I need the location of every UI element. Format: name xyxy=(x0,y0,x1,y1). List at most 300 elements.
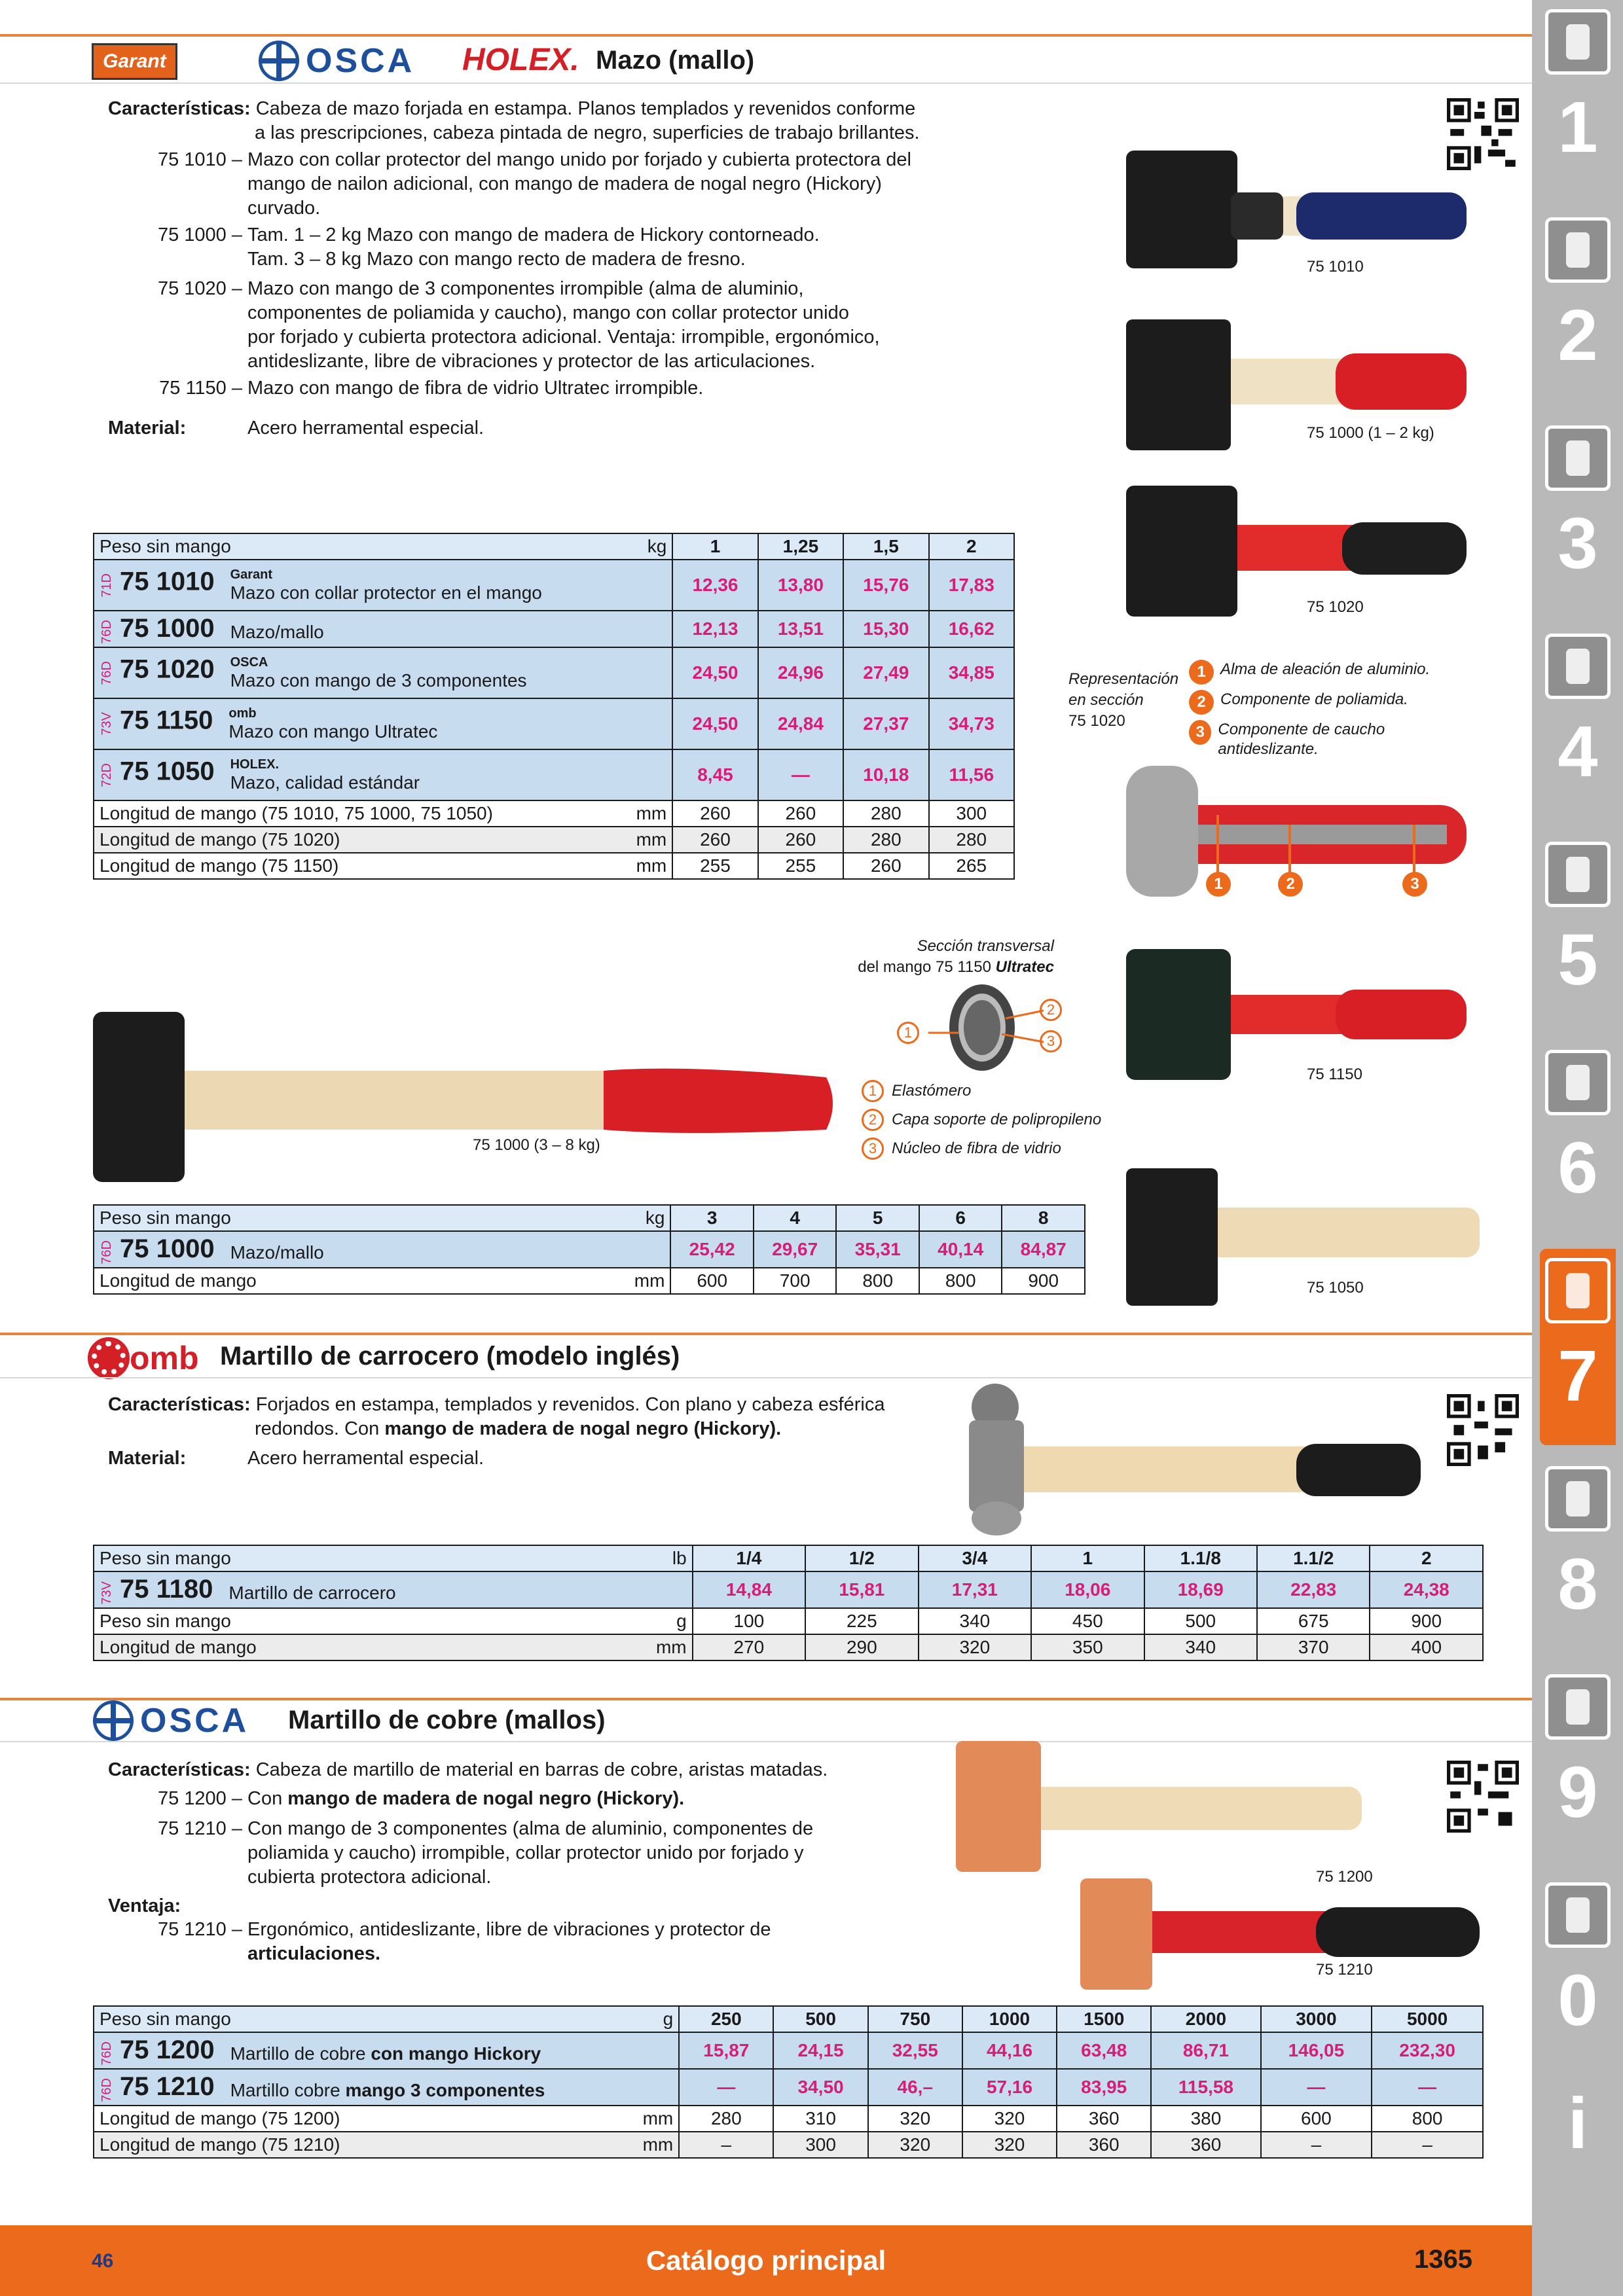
row-label: Longitud de mango xyxy=(94,1268,611,1294)
item-code: 75 1020 – xyxy=(157,278,242,299)
header-col: 8 xyxy=(1002,1205,1085,1231)
table-cell: 320 xyxy=(962,2132,1057,2158)
price-cell: 16,62 xyxy=(929,611,1014,647)
table-cell: 280 xyxy=(679,2106,773,2132)
features-block: Características: Cabeza de mazo forjada en estampa. Planos templados y revenidos conforme a las prescripciones, cabeza pintada de negro, superficies de trabajo brillantes. xyxy=(108,98,920,143)
marker-3: 3 xyxy=(1402,872,1427,897)
price-cell: 83,95 xyxy=(1057,2069,1151,2106)
item-text: Ergonómico, antideslizante, libre de vibraciones y protector de articulaciones. xyxy=(247,1919,771,1964)
price-cell: 24,50 xyxy=(672,647,757,698)
image-caption: 75 1000 (1 – 2 kg) xyxy=(1307,424,1434,442)
price-cell: 25,42 xyxy=(670,1231,754,1268)
price-cell: 32,55 xyxy=(868,2032,962,2069)
chapter-number: 7 xyxy=(1558,1336,1598,1416)
article-number: 75 1210 xyxy=(120,2072,215,2102)
legend-item: 1 Alma de aleación de aluminio. xyxy=(1189,660,1464,685)
item-code: 75 1200 – xyxy=(157,1788,242,1809)
article-number: 75 1150 xyxy=(120,706,213,735)
image-caption: 75 1050 xyxy=(1307,1279,1364,1297)
table-cell: 300 xyxy=(929,800,1014,827)
item-code: 75 1000 – xyxy=(157,224,242,245)
item-code: 75 1210 – xyxy=(157,1818,242,1839)
header-col: 6 xyxy=(919,1205,1002,1231)
price-cell: 24,96 xyxy=(758,647,843,698)
row-unit: mm xyxy=(611,1634,693,1660)
price-group: 72D xyxy=(100,762,114,787)
header-unit: kg xyxy=(611,1205,670,1231)
table-row xyxy=(94,2106,1483,2132)
chapter-number: 3 xyxy=(1558,503,1598,584)
image-caption: 75 1150 xyxy=(1307,1066,1362,1083)
mallet-table xyxy=(93,533,1015,880)
article-cell xyxy=(94,1231,670,1268)
table-header-row xyxy=(94,1205,1085,1231)
table-cell: 320 xyxy=(868,2106,962,2132)
price-cell: 18,06 xyxy=(1031,1571,1144,1608)
section-divider xyxy=(0,34,1532,37)
header-col: 1500 xyxy=(1057,2006,1151,2032)
table-cell: 280 xyxy=(929,827,1014,853)
price-cell: 40,14 xyxy=(919,1231,1002,1268)
table-cell: 500 xyxy=(1144,1608,1257,1634)
desc-text: Mazo con mango de 3 componentes xyxy=(230,670,527,691)
body-hammer-table xyxy=(93,1545,1484,1661)
brand-mark: omb xyxy=(228,706,257,721)
price-group: 76D xyxy=(100,2041,114,2066)
chapter-tab-1[interactable] xyxy=(1540,0,1616,196)
price-group: 76D xyxy=(100,620,114,644)
price-cell: 24,15 xyxy=(773,2032,867,2069)
price-group: 71D xyxy=(100,573,114,598)
price-cell: 115,58 xyxy=(1151,2069,1260,2106)
article-description: Martillo de cobre con mango Hickory xyxy=(230,2043,541,2064)
price-cell: 15,76 xyxy=(843,560,928,611)
features-block: Características: Forjados en estampa, templados y revenidos. Con plano y cabeza esférica redondos. Con mango de madera de nogal negro (Hickory). xyxy=(108,1394,885,1439)
price-cell: 15,81 xyxy=(805,1571,918,1608)
table-cell: 260 xyxy=(672,827,757,853)
header-col: 5 xyxy=(836,1205,919,1231)
price-cell: 232,30 xyxy=(1372,2032,1483,2069)
table-cell: 255 xyxy=(758,853,843,879)
chapter-number: 8 xyxy=(1558,1544,1598,1624)
price-cell: 11,56 xyxy=(929,749,1014,800)
price-cell: 12,13 xyxy=(672,611,757,647)
desc-text: Mazo con collar protector en el mango xyxy=(230,583,542,603)
row-label: Peso sin mango xyxy=(94,1608,611,1634)
row-unit: mm xyxy=(611,1268,670,1294)
legend-item: 2 Componente de poliamida. xyxy=(1189,690,1464,715)
table-cell: 300 xyxy=(773,2132,867,2158)
article-description xyxy=(230,757,420,793)
article-cell xyxy=(94,749,672,800)
table-cell: 350 xyxy=(1031,1634,1144,1660)
legend-item: 2 Capa soporte de polipropileno xyxy=(862,1109,1101,1131)
brand-mark: HOLEX. xyxy=(230,757,280,772)
header-label: Peso sin mango xyxy=(94,1545,611,1571)
article-cell xyxy=(94,647,672,698)
header-col: 2 xyxy=(1370,1545,1483,1571)
qr-code-icon[interactable] xyxy=(1447,1761,1519,1833)
row-label: Longitud de mango (75 1200) xyxy=(94,2106,611,2132)
table-cell: 400 xyxy=(1370,1634,1483,1660)
price-cell: 34,73 xyxy=(929,698,1014,749)
item-text: mango de nailon adicional, con mango de madera de nogal negro (Hickory) xyxy=(247,173,882,194)
table-cell: 260 xyxy=(672,800,757,827)
table-cell: 900 xyxy=(1370,1608,1483,1634)
article-row xyxy=(94,1231,1085,1268)
table-cell: 800 xyxy=(919,1268,1002,1294)
osca-logo: OSCA xyxy=(93,1700,249,1741)
material-label: Material: xyxy=(108,1448,187,1469)
section-divider xyxy=(0,82,1532,84)
catalog-title: Catálogo principal xyxy=(646,2245,886,2276)
price-cell: 34,50 xyxy=(773,2069,867,2106)
chapter-tab-6[interactable] xyxy=(1540,1041,1616,1237)
table-cell: 900 xyxy=(1002,1268,1085,1294)
header-col: 1/2 xyxy=(805,1545,918,1571)
tool-cabinet-icon xyxy=(1545,1674,1611,1740)
brand-mark: Garant xyxy=(230,567,273,582)
table-cell: 280 xyxy=(843,800,928,827)
price-cell: 17,83 xyxy=(929,560,1014,611)
section-divider xyxy=(0,1377,1532,1378)
table-cell: – xyxy=(679,2132,773,2158)
item-text: Tam. 3 – 8 kg Mazo con mango recto de madera de fresno. xyxy=(247,249,746,270)
table-cell: 260 xyxy=(843,853,928,879)
features-block: Características: Cabeza de martillo de material en barras de cobre, aristas matadas. xyxy=(108,1759,828,1780)
article-description xyxy=(230,655,527,691)
row-label: Longitud de mango (75 1020) xyxy=(94,827,611,853)
item-text: Con mango de madera de nogal negro (Hickory). xyxy=(247,1788,685,1809)
article-cell xyxy=(94,2032,679,2069)
row-unit: mm xyxy=(611,827,672,853)
table-cell: 255 xyxy=(672,853,757,879)
brand-mark: OSCA xyxy=(230,655,268,670)
article-number: 75 1050 xyxy=(120,757,215,786)
header-col: 750 xyxy=(868,2006,962,2032)
table-header-row xyxy=(94,533,1014,560)
price-cell: 44,16 xyxy=(962,2032,1057,2069)
table-cell: 260 xyxy=(758,827,843,853)
price-cell: — xyxy=(679,2069,773,2106)
row-label: Longitud de mango (75 1150) xyxy=(94,853,611,879)
marker-3: 3 xyxy=(1189,720,1211,745)
copper-hammer-751210-image xyxy=(1080,1878,1486,1996)
page-number-right: 1365 xyxy=(1414,2245,1472,2274)
image-caption: 75 1010 xyxy=(1307,258,1364,276)
price-cell: 24,50 xyxy=(672,698,757,749)
price-cell: 18,69 xyxy=(1144,1571,1257,1608)
header-col: 1/4 xyxy=(693,1545,805,1571)
copper-hammer-751200-image xyxy=(956,1741,1375,1872)
marker-1: 1 xyxy=(897,1022,919,1044)
table-cell: 340 xyxy=(1144,1634,1257,1660)
desc-text: Mazo con mango Ultratec xyxy=(228,721,438,742)
table-cell: 800 xyxy=(1372,2106,1483,2132)
drill-bit-icon xyxy=(1545,9,1611,75)
header-col: 1,25 xyxy=(758,533,843,560)
table-cell: 360 xyxy=(1057,2106,1151,2132)
table-header-row xyxy=(94,2006,1483,2032)
chapter-number: 5 xyxy=(1558,920,1598,1000)
page-footer xyxy=(0,2225,1532,2296)
item-text: por forjado y cubierta protectora adicional. Ventaja: irrompible, ergonómico, xyxy=(247,327,880,348)
marker-1: 1 xyxy=(1189,660,1214,685)
marker-1: 1 xyxy=(1206,872,1231,897)
row-unit: mm xyxy=(611,800,672,827)
chapter-number: 9 xyxy=(1558,1752,1598,1833)
osca-globe-icon xyxy=(93,1700,134,1741)
header-col: 2000 xyxy=(1151,2006,1260,2032)
price-cell: — xyxy=(1372,2069,1483,2106)
table-row xyxy=(94,1634,1483,1660)
price-cell: 12,36 xyxy=(672,560,757,611)
cross-section-title: Sección transversal del mango 75 1150 Ultratec xyxy=(858,937,1054,976)
marker-1: 1 xyxy=(862,1080,884,1102)
section-title: Martillo de cobre (mallos) xyxy=(288,1706,606,1734)
price-group: 73V xyxy=(100,1581,114,1605)
advantage-label: Ventaja: xyxy=(108,1895,181,1916)
table-row xyxy=(94,853,1014,879)
marker-3: 3 xyxy=(862,1138,884,1160)
article-row xyxy=(94,698,1014,749)
article-description: Mazo/mallo xyxy=(230,1242,324,1263)
material-label: Material: xyxy=(108,418,187,439)
chapter-number: 0 xyxy=(1558,1960,1598,2041)
image-caption: 75 1200 xyxy=(1316,1868,1373,1886)
screwdriver-wrench-icon xyxy=(1545,1050,1611,1115)
chapter-tab-9[interactable] xyxy=(1540,1665,1616,1861)
article-description: Martillo cobre mango 3 componentes xyxy=(230,2079,545,2100)
cutting-insert-icon xyxy=(1545,217,1611,283)
section-rep-title: Representación en sección 75 1020 xyxy=(1068,670,1179,730)
qr-code-icon[interactable] xyxy=(1447,1394,1519,1466)
price-cell: — xyxy=(758,749,843,800)
table-cell: 100 xyxy=(693,1608,805,1634)
header-unit: lb xyxy=(611,1545,693,1571)
price-cell: — xyxy=(1261,2069,1372,2106)
article-row xyxy=(94,2032,1483,2069)
item-text: Con mango de 3 componentes (alma de aluminio, componentes de poliamida y caucho) irrompible, collar protector unido por forjado y cubierta protectora adicional. xyxy=(247,1818,814,1888)
article-number: 75 1180 xyxy=(120,1575,213,1604)
gear-icon xyxy=(92,1341,126,1375)
article-number: 75 1020 xyxy=(120,655,215,684)
table-row xyxy=(94,2132,1483,2158)
table-row xyxy=(94,827,1014,853)
item-text: componentes de poliamida y caucho), mango con collar protector unido xyxy=(247,302,849,323)
image-caption: 75 1000 (3 – 8 kg) xyxy=(473,1136,600,1154)
header-label: Peso sin mango xyxy=(94,533,611,560)
page-number-left: 46 xyxy=(92,2250,114,2272)
table-cell: 360 xyxy=(1057,2132,1151,2158)
header-col: 500 xyxy=(773,2006,867,2032)
article-row xyxy=(94,647,1014,698)
item-code: 75 1150 – xyxy=(159,378,242,399)
table-cell: 700 xyxy=(754,1268,837,1294)
safety-goggles-icon xyxy=(1545,1882,1611,1948)
article-cell xyxy=(94,611,672,647)
article-cell xyxy=(94,560,672,611)
item-text: Mazo con mango de 3 componentes irrompible (alma de aluminio, xyxy=(247,278,804,299)
header-col: 3 xyxy=(670,1205,754,1231)
legend-item: 1 Elastómero xyxy=(862,1080,1101,1102)
material-text: Acero herramental especial. xyxy=(247,418,484,439)
header-label: Peso sin mango xyxy=(94,2006,611,2032)
mallet-751150-image xyxy=(1126,949,1480,1080)
item-code: 75 1010 – xyxy=(157,149,242,170)
row-unit: g xyxy=(611,1608,693,1634)
pliers-hammer-icon xyxy=(1545,1258,1611,1323)
image-caption: 75 1210 xyxy=(1316,1961,1373,1979)
chapter-tab-i[interactable] xyxy=(1540,2081,1616,2199)
section-divider xyxy=(0,1333,1532,1335)
header-label: Peso sin mango xyxy=(94,1205,611,1231)
table-cell: 280 xyxy=(843,827,928,853)
price-cell: 24,84 xyxy=(758,698,843,749)
holex-logo: HOLEX. xyxy=(462,43,579,77)
article-description xyxy=(230,567,542,603)
price-cell: 15,30 xyxy=(843,611,928,647)
saw-disc-icon xyxy=(1545,842,1611,907)
header-unit: kg xyxy=(611,533,672,560)
table-cell: 290 xyxy=(805,1634,918,1660)
price-cell: 146,05 xyxy=(1261,2032,1372,2069)
table-cell: 340 xyxy=(919,1608,1031,1634)
article-cell xyxy=(94,1571,693,1608)
header-col: 5000 xyxy=(1372,2006,1483,2032)
garant-logo: Garant xyxy=(92,43,177,80)
chapter-tab-8[interactable] xyxy=(1540,1457,1616,1653)
price-cell: 27,37 xyxy=(843,698,928,749)
table-row xyxy=(94,1268,1085,1294)
header-col: 3000 xyxy=(1261,2006,1372,2032)
article-row xyxy=(94,1571,1483,1608)
section-title: Mazo (mallo) xyxy=(596,46,755,75)
chapter-tab-0[interactable] xyxy=(1540,1873,1616,2070)
mallet-751020-image xyxy=(1126,479,1480,623)
article-description: Martillo de carrocero xyxy=(228,1582,396,1603)
table-cell: 270 xyxy=(693,1634,805,1660)
price-group: 76D xyxy=(100,660,114,685)
image-caption: 75 1020 xyxy=(1307,598,1364,616)
marker-2: 2 xyxy=(862,1109,884,1131)
mallet-751010-image xyxy=(1126,144,1480,275)
article-number: 75 1000 xyxy=(120,1234,215,1264)
osca-logo: OSCA xyxy=(259,41,414,81)
header-col: 4 xyxy=(754,1205,837,1231)
item-text: Tam. 1 – 2 kg Mazo con mango de madera de Hickory contorneado. xyxy=(247,224,820,245)
price-cell: 29,67 xyxy=(754,1231,837,1268)
price-cell: 10,18 xyxy=(843,749,928,800)
material-text: Acero herramental especial. xyxy=(247,1448,484,1469)
table-cell: 800 xyxy=(836,1268,919,1294)
item-text: antideslizante, libre de vibraciones y protector de las articulaciones. xyxy=(247,351,816,372)
header-col: 1.1/2 xyxy=(1257,1545,1370,1571)
price-cell: 57,16 xyxy=(962,2069,1057,2106)
chapter-number: 4 xyxy=(1558,711,1598,792)
price-cell: 35,31 xyxy=(836,1231,919,1268)
chapter-number: 6 xyxy=(1558,1128,1598,1208)
marker-3: 3 xyxy=(1040,1030,1062,1052)
desc-text: Mazo/mallo xyxy=(230,621,324,642)
desc-text: Mazo, calidad estándar xyxy=(230,772,420,793)
price-cell: 13,51 xyxy=(758,611,843,647)
price-cell: 46,– xyxy=(868,2069,962,2106)
price-cell: 34,85 xyxy=(929,647,1014,698)
price-group: 76D xyxy=(100,2078,114,2102)
row-unit: mm xyxy=(611,2132,679,2158)
price-cell: 17,31 xyxy=(919,1571,1031,1608)
table-cell: – xyxy=(1372,2132,1483,2158)
mallet-751000-large-image xyxy=(93,1005,839,1189)
price-cell: 8,45 xyxy=(672,749,757,800)
mallet-large-table xyxy=(93,1204,1085,1295)
table-cell: 450 xyxy=(1031,1608,1144,1634)
article-description xyxy=(230,622,324,643)
legend-item: 3 Componente de caucho antideslizante. xyxy=(1189,720,1464,759)
chapter-tab-3[interactable] xyxy=(1540,416,1616,613)
section-title: Martillo de carrocero (modelo inglés) xyxy=(220,1342,680,1371)
article-number: 75 1010 xyxy=(120,567,215,596)
table-cell: 310 xyxy=(773,2106,867,2132)
table-cell: 370 xyxy=(1257,1634,1370,1660)
table-cell: 320 xyxy=(919,1634,1031,1660)
price-cell: 14,84 xyxy=(693,1571,805,1608)
price-group: 73V xyxy=(100,712,114,736)
table-cell: 380 xyxy=(1151,2106,1260,2132)
marker-2: 2 xyxy=(1040,999,1062,1021)
table-cell: 675 xyxy=(1257,1608,1370,1634)
header-col: 1,5 xyxy=(843,533,928,560)
chapter-tab-2[interactable] xyxy=(1540,208,1616,404)
article-number: 75 1200 xyxy=(120,2036,215,2065)
table-cell: 265 xyxy=(929,853,1014,879)
table-cell: 360 xyxy=(1151,2132,1260,2158)
price-cell: 63,48 xyxy=(1057,2032,1151,2069)
item-text: curvado. xyxy=(247,198,321,219)
header-col: 250 xyxy=(679,2006,773,2032)
header-col: 1000 xyxy=(962,2006,1057,2032)
item-text: Mazo con mango de fibra de vidrio Ultratec irrompible. xyxy=(247,378,704,399)
table-cell: 320 xyxy=(868,2132,962,2158)
article-row xyxy=(94,560,1014,611)
price-group: 76D xyxy=(100,1240,114,1265)
chapter-number: 2 xyxy=(1558,295,1598,376)
chapter-tab-7[interactable] xyxy=(1540,1249,1616,1445)
chapter-number: i xyxy=(1567,2083,1588,2164)
workbench-icon xyxy=(1545,1466,1611,1532)
row-label: Longitud de mango (75 1210) xyxy=(94,2132,611,2158)
header-col: 1.1/8 xyxy=(1144,1545,1257,1571)
tool-holder-icon xyxy=(1545,425,1611,491)
article-cell xyxy=(94,2069,679,2106)
table-cell: 320 xyxy=(962,2106,1057,2132)
chapter-tab-5[interactable] xyxy=(1540,833,1616,1029)
body-hammer-image xyxy=(956,1381,1427,1538)
item-code: 75 1210 – xyxy=(157,1919,242,1940)
table-cell: – xyxy=(1261,2132,1372,2158)
chapter-tab-4[interactable] xyxy=(1540,624,1616,821)
row-label: Longitud de mango (75 1010, 75 1000, 75 1050) xyxy=(94,800,611,827)
article-description xyxy=(228,706,437,742)
table-cell: 225 xyxy=(805,1608,918,1634)
article-row xyxy=(94,749,1014,800)
table-row xyxy=(94,1608,1483,1634)
article-row xyxy=(94,611,1014,647)
price-cell: 27,49 xyxy=(843,647,928,698)
header-col: 3/4 xyxy=(919,1545,1031,1571)
table-cell: 260 xyxy=(758,800,843,827)
